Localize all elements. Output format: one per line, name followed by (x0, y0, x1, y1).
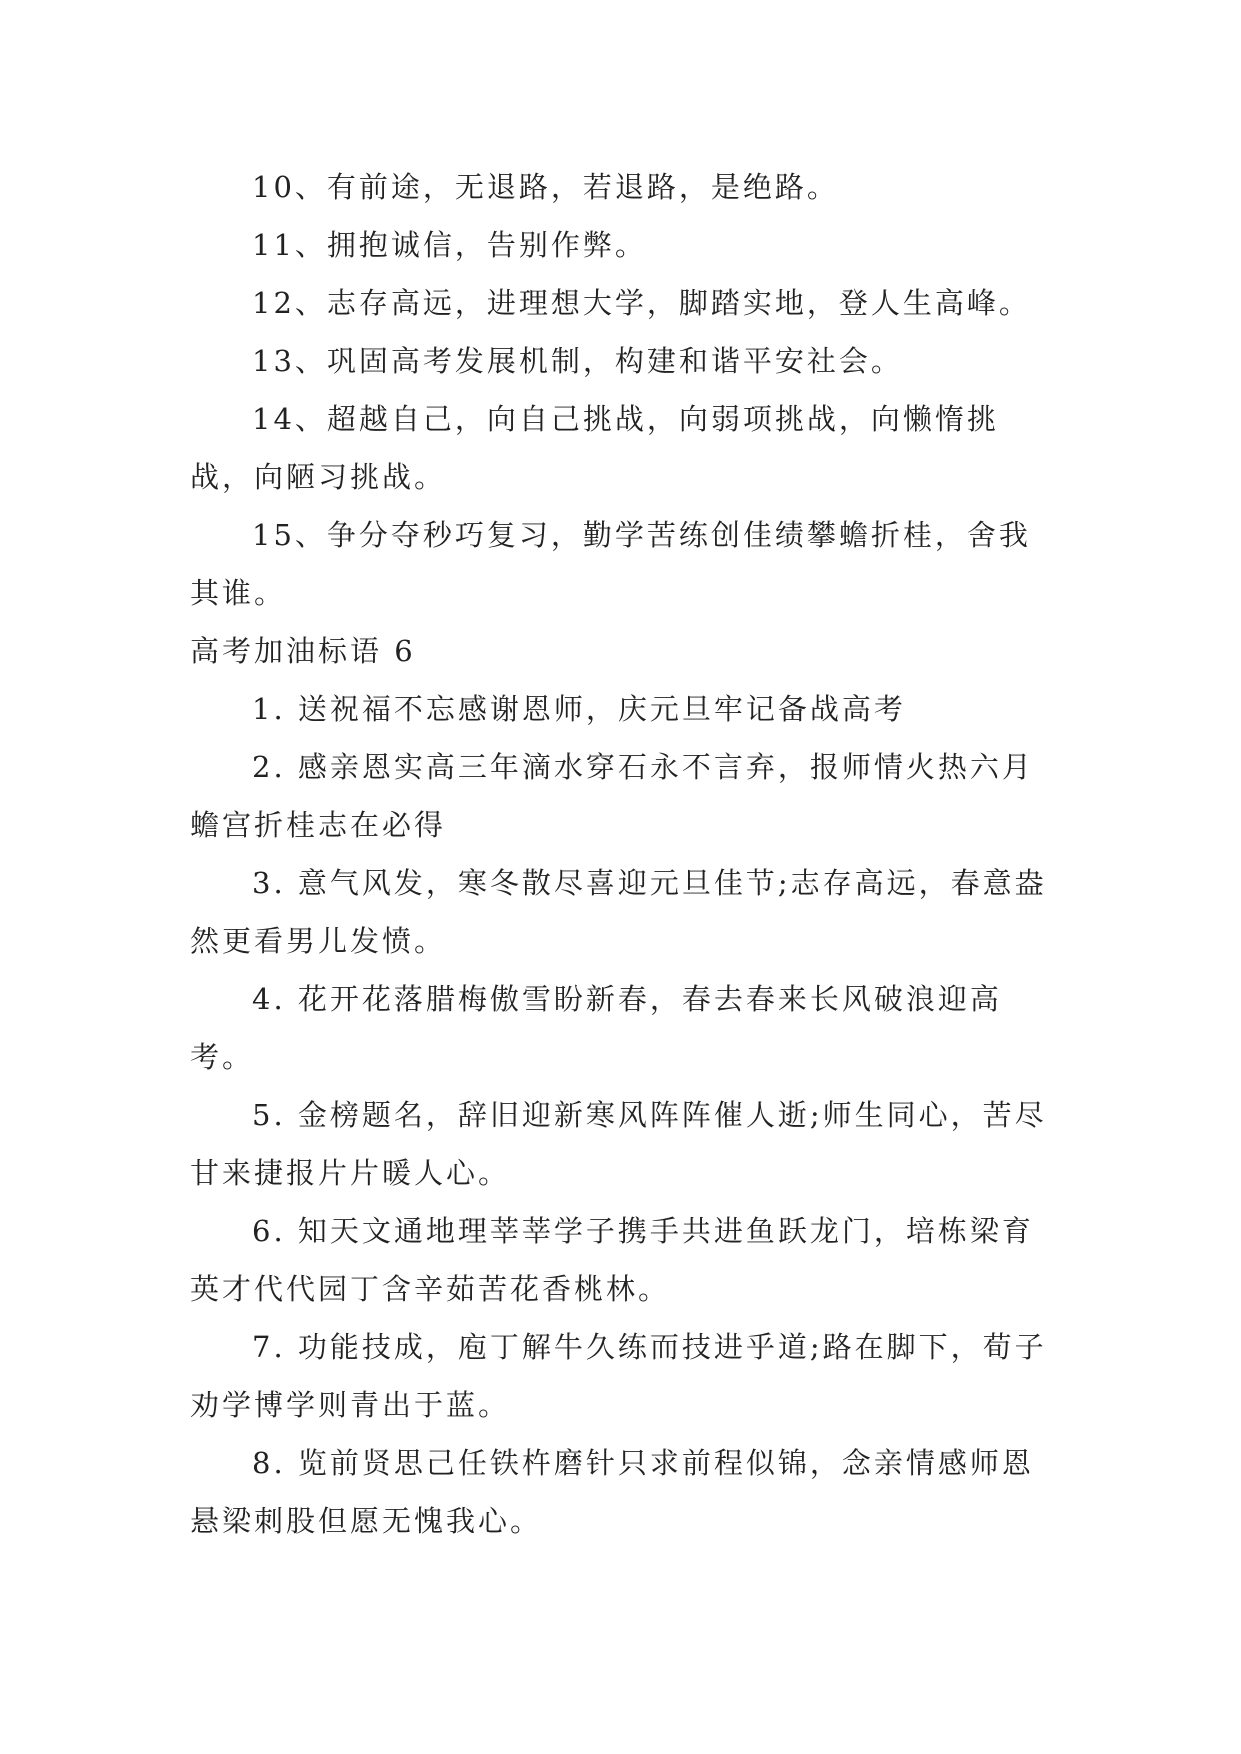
slogan-item-3: 3. 意气风发，寒冬散尽喜迎元旦佳节;志存高远，春意盎然更看男儿发愤。 (190, 866, 1047, 958)
slogan-item-5: 5. 金榜题名，辞旧迎新寒风阵阵催人逝;师生同心，苦尽甘来捷报片片暖人心。 (190, 1098, 1047, 1190)
slogan-item-13: 13、巩固高考发展机制，构建和谐平安社会。 (252, 344, 903, 378)
slogan-item-10: 10、有前途，无退路，若退路，是绝路。 (252, 170, 839, 204)
slogan-item-12: 12、志存高远，进理想大学，脚踏实地，登人生高峰。 (252, 286, 1031, 320)
slogan-item-4: 4. 花开花落腊梅傲雪盼新春，春去春来长风破浪迎高考。 (190, 982, 1002, 1074)
slogan-item-8: 8. 览前贤思己任铁杵磨针只求前程似锦，念亲情感师恩悬梁刺股但愿无愧我心。 (190, 1446, 1034, 1538)
slogan-item-7: 7. 功能技成，庖丁解牛久练而技进乎道;路在脚下，荀子劝学博学则青出于蓝。 (190, 1330, 1047, 1422)
slogan-item-15: 15、争分夺秒巧复习，勤学苦练创佳绩攀蟾折桂，舍我其谁。 (190, 518, 1031, 610)
section-heading: 高考加油标语 6 (190, 634, 416, 668)
slogan-item-14: 14、超越自己，向自己挑战，向弱项挑战，向懒惰挑战，向陋习挑战。 (190, 402, 999, 494)
slogan-item-1: 1. 送祝福不忘感谢恩师，庆元旦牢记备战高考 (252, 692, 906, 726)
slogan-item-11: 11、拥抱诚信，告别作弊。 (252, 228, 647, 262)
document-body (190, 158, 1050, 1550)
slogan-item-2: 2. 感亲恩实高三年滴水穿石永不言弃，报师情火热六月蟾宫折桂志在必得 (190, 750, 1034, 842)
slogan-item-6: 6. 知天文通地理莘莘学子携手共进鱼跃龙门，培栋梁育英才代代园丁含辛茹苦花香桃林。 (190, 1214, 1034, 1306)
